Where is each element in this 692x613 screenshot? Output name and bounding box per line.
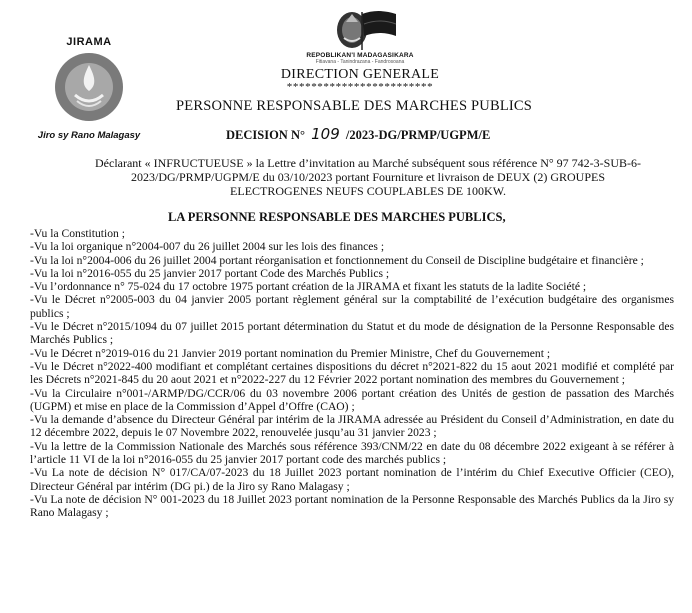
visa-item: -Vu le Décret n°2022-400 modifiant et complétant certaines dispositions du décret n°2021-822 du 15 aout 2021 modifié et complété par les Décrets n°2021-845 du 20 aout 2021 et n°2022-227 du 12 Février 2022 portant nomination des membres du Gouvernement ;: [30, 359, 674, 387]
republic-motto: Fitiavana - Tanindrazana - Fandrosoana: [315, 59, 405, 65]
decision-prefix: DECISION N°: [226, 128, 305, 142]
republic-header: [270, 4, 450, 93]
visa-item: -Vu le Décret n°2015/1094 du 07 juillet 2015 portant détermination du Statut et du mode de désignation de la Personne Responsable des Marchés Publics ;: [30, 320, 674, 347]
stars-divider: ************************: [286, 81, 434, 93]
visa-item: -Vu la Circulaire n°001-/ARMP/DG/CCR/06 du 03 novembre 2006 portant création des Unités de gestion de passation des Marchés (UGPM) et mise en place de la Commission d’Appel d’Offre (CAO) ;: [30, 386, 674, 413]
republic-seal-icon: [318, 4, 402, 52]
visa-item: -Vu La note de décision N° 017/CA/07-2023 du 18 Juillet 2023 portant nomination de l’intérim du Chief Executive Officier (CEO), Directeur Général par intérim (DG pi.) de la Jiro sy Rano Malagasy ;: [30, 466, 674, 493]
section-heading: LA PERSONNE RESPONSABLE DES MARCHES PUBLICS,: [168, 210, 506, 224]
logo-title: JIRAMA: [66, 36, 112, 48]
decision-suffix: /2023-DG/PRMP/UGPM/E: [345, 128, 491, 142]
jirama-logo: [34, 36, 144, 141]
visa-item: -Vu la loi n°2016-055 du 25 janvier 2017 portant Code des Marchés Publics ;: [30, 266, 390, 280]
decision-number: 109: [311, 125, 340, 143]
visa-item: -Vu la loi n°2004-006 du 26 juillet 2004 portant réorganisation et fonctionnement du Conseil de Discipline budgétaire et financière ;: [30, 253, 644, 267]
prmp-title: PERSONNE RESPONSABLE DES MARCHES PUBLICS: [176, 98, 533, 114]
visa-item: -Vu le Décret n°2005-003 du 04 janvier 2005 portant règlement général sur la comptabilité de l’exécution budgétaire des organismes publics ;: [30, 293, 674, 320]
visa-item: -Vu la loi organique n°2004-007 du 26 juillet 2004 sur les lois des finances ;: [30, 240, 385, 254]
visa-item: -Vu le Décret n°2019-016 du 21 Janvier 2019 portant nomination du Premier Ministre, Chef du Gouvernement ;: [30, 346, 551, 360]
visa-item: -Vu la demande d’absence du Directeur Général par intérim de la JIRAMA adressée au Président du Conseil d’Administration, en date du 12 décembre 2022, depuis le 07 Novembre 2022, renouvelée jusqu’au 31 janvier 2023 ;: [30, 413, 674, 440]
visa-item: -Vu l’ordonnance n° 75-024 du 17 octobre 1975 portant création de la JIRAMA et fixant les statuts de la ladite Société ;: [30, 280, 587, 294]
visa-item: -Vu la Constitution ;: [30, 227, 125, 240]
logo-tagline: Jiro sy Rano Malagasy: [37, 130, 141, 141]
decision-line: [226, 125, 490, 143]
republic-name: REPOBLIKAN'I MADAGASIKARA: [306, 52, 414, 59]
visas-list: [30, 227, 674, 520]
jirama-emblem-icon: [53, 51, 125, 123]
visa-item: -Vu La note de décision N° 001-2023 du 18 Juillet 2023 portant nomination de la Personne Responsable des Marchés Publics da la Jiro sy Rano Malagasy ;: [30, 492, 674, 520]
direction-generale: DIRECTION GENERALE: [280, 67, 440, 82]
visa-item: -Vu la lettre de la Commission Nationale des Marchés sous référence 393/CNM/22 en date du 08 décembre 2022 exigeant à se référer à l’article 11 VI de la loi n°2016-055 du 25 janvier 2017 portant code des marchés publics ;: [30, 439, 674, 467]
declarant-paragraph: Déclarant « INFRUCTUEUSE » la Lettre d’invitation au Marché subséquent sous référence N° 97 742-3-SUB-6-2023/DG/PRMP/UGPM/E du 03/10/2023 portant Fourniture et livraison de DEUX (2) GROUPES ELECTROGENES NEUFS COUPLABLES DE 100KW.: [95, 156, 641, 198]
